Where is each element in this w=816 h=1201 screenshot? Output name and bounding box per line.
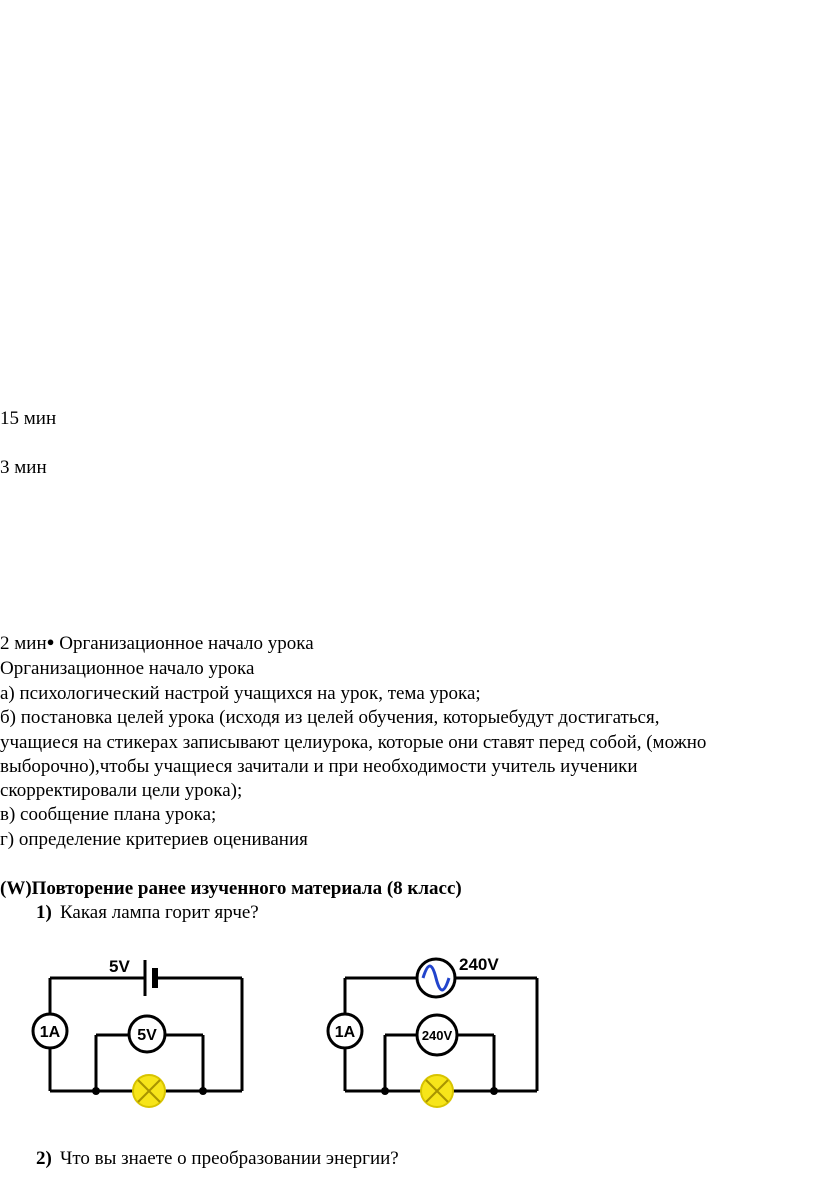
battery-icon xyxy=(145,960,155,996)
ammeter-icon xyxy=(328,1014,362,1048)
item-b-2: учащиеся на стикерах записывают целиурока, которые они ставят перед собой, (можно xyxy=(0,732,707,753)
item-b-3: выборочно),чтобы учащиеся зачитали и при необходимости учитель иученики xyxy=(0,756,638,777)
review-title: (W)Повторение ранее изученного материала (8 класс) xyxy=(0,878,462,899)
section-title: Организационное начало урока xyxy=(0,658,255,679)
question-2-number: 2) xyxy=(36,1148,52,1169)
junction-dot xyxy=(199,1087,207,1095)
ammeter-label-2: 1A xyxy=(334,1024,356,1041)
question-2-text: Что вы знаете о преобразовании энергии? xyxy=(60,1148,399,1169)
time-2: 2 мин xyxy=(0,633,47,654)
source-label-2: 240V xyxy=(459,955,499,974)
voltmeter-icon xyxy=(129,1016,165,1052)
lamp-icon xyxy=(421,1075,453,1107)
bullet-icon: ● xyxy=(46,634,55,649)
time-3: 3 мин xyxy=(0,457,47,478)
inline-heading: Организационное начало урока xyxy=(59,633,314,654)
question-1 xyxy=(36,901,259,925)
source-label-1: 5V xyxy=(109,957,130,976)
circuit-diagram-1 xyxy=(25,948,250,1123)
voltmeter-icon xyxy=(417,1015,457,1055)
time-15: 15 мин xyxy=(0,408,57,429)
circuit-diagram-2 xyxy=(320,948,545,1123)
voltmeter-label-1: 5V xyxy=(137,1027,157,1044)
item-b-1: б) постановка целей урока (исходя из целей обучения, которыебудут достигаться, xyxy=(0,707,660,728)
time-2-heading xyxy=(0,632,314,657)
question-2 xyxy=(36,1147,399,1171)
question-1-number: 1) xyxy=(36,902,52,923)
ammeter-label-1: 1A xyxy=(39,1024,61,1041)
ac-source-icon xyxy=(417,959,455,997)
voltmeter-label-2: 240V xyxy=(421,1028,453,1043)
item-c: в) сообщение плана урока; xyxy=(0,804,217,825)
junction-dot xyxy=(381,1087,389,1095)
item-a: а) психологический настрой учащихся на урок, тема урока; xyxy=(0,683,481,704)
lamp-icon xyxy=(133,1075,165,1107)
item-b-4: скорректировали цели урока); xyxy=(0,780,243,801)
junction-dot xyxy=(490,1087,498,1095)
item-d: г) определение критериев оценивания xyxy=(0,829,308,850)
junction-dot xyxy=(92,1087,100,1095)
question-1-text: Какая лампа горит ярче? xyxy=(60,902,259,923)
ammeter-icon xyxy=(33,1014,67,1048)
